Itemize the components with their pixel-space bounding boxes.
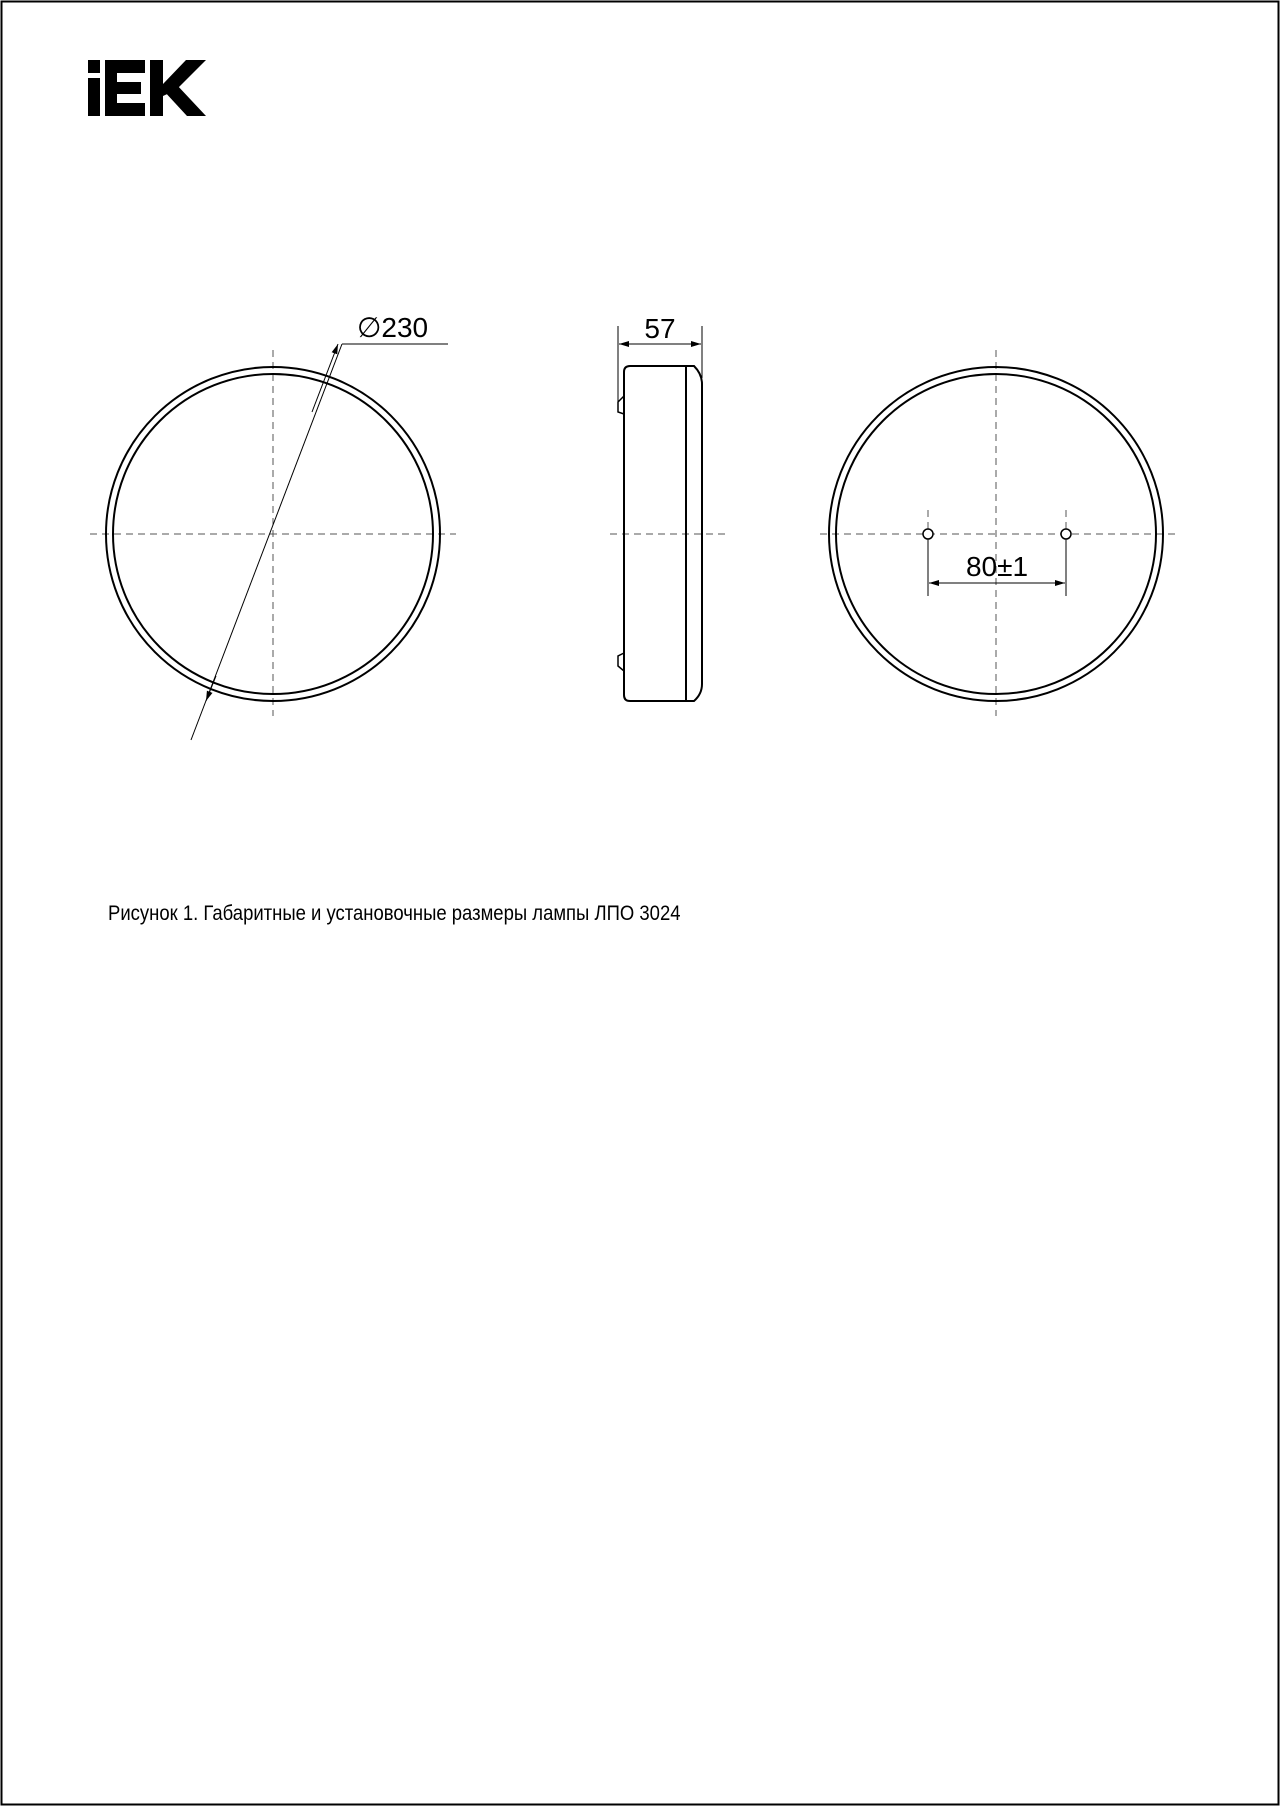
back-view-centerlines (820, 350, 1176, 716)
diameter-label: ∅230 (357, 312, 429, 343)
front-view (90, 312, 456, 740)
side-view (610, 313, 730, 701)
hole-spacing-label: 80±1 (965, 551, 1029, 582)
iek-logo (88, 60, 206, 116)
back-view (820, 350, 1176, 716)
mounting-hole-right (1061, 529, 1071, 539)
mounting-hole-left (923, 529, 933, 539)
depth-label: 57 (644, 313, 676, 344)
front-view-centerlines (90, 350, 456, 716)
figure-caption: Рисунок 1. Габаритные и установочные размеры лампы ЛПО 3024 (108, 902, 681, 925)
